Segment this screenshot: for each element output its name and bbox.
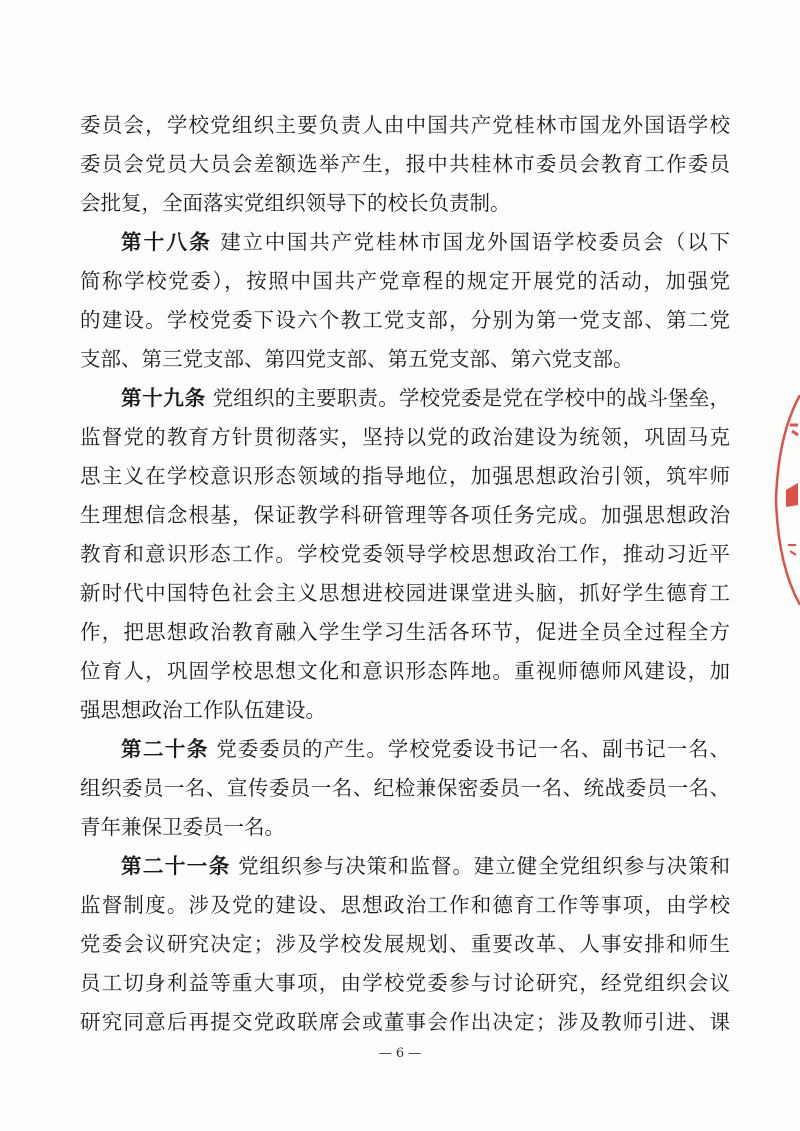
article-number: 第十八条 [121, 230, 212, 254]
paragraph-line: 监督党的教育方针贯彻落实，坚持以党的政治建设为统领，巩固马克 [80, 425, 730, 449]
article-text: 党组织的主要职责。学校党委是党在学校中的战斗堡垒， [212, 386, 731, 410]
paragraph-line: 生理想信念根基，保证教学科研管理等各项任务完成。加强思想政治 [80, 503, 730, 527]
paragraph-line: 党委会议研究决定；涉及学校发展规划、重要改革、人事安排和师生 [80, 932, 730, 956]
paragraph-line: 组织委员一名、宣传委员一名、纪检兼保密委员一名、统战委员一名、 [80, 776, 730, 800]
seal-fragment [772, 395, 800, 605]
paragraph-line: 作，把思想政治教育融入学生学习生活各环节，促进全员全过程全方 [80, 620, 730, 644]
article-19-first-line [121, 380, 730, 416]
paragraph-line: 位育人，巩固学校思想文化和意识形态阵地。重视师德师风建设，加 [80, 659, 730, 683]
article-20-first-line [121, 731, 730, 767]
paragraph-line: 教育和意识形态工作。学校党委领导学校思想政治工作，推动习近平 [80, 542, 730, 566]
paragraph-line: 员工切身利益等重大事项，由学校党委参与讨论研究，经党组织会议 [80, 971, 730, 995]
article-21-first-line [121, 848, 730, 884]
paragraph-line: 委员会党员大员会差额选举产生，报中共桂林市委员会教育工作委员 [80, 152, 730, 176]
paragraph-line: 研究同意后再提交党政联席会或董事会作出决定；涉及教师引进、课 [80, 1010, 730, 1034]
paragraph-line: 的建设。学校党委下设六个教工党支部，分别为第一党支部、第二党 [80, 308, 730, 332]
page-number: — 6 — [378, 1046, 422, 1061]
paragraph-line: 支部、第三党支部、第四党支部、第五党支部、第六党支部。 [80, 347, 634, 371]
article-number: 第二十一条 [121, 854, 231, 878]
article-text: 党委委员的产生。学校党委设书记一名、副书记一名、 [216, 737, 730, 761]
paragraph-line: 简称学校党委），按照中国共产党章程的规定开展党的活动，加强党 [80, 269, 730, 293]
article-number: 第十九条 [121, 386, 206, 410]
paragraph-line: 监督制度。涉及党的建设、思想政治工作和德育工作等事项，由学校 [80, 893, 730, 917]
article-18-first-line [121, 224, 730, 260]
paragraph-line: 委员会，学校党组织主要负责人由中国共产党桂林市国龙外国语学校 [80, 113, 730, 137]
paragraph-line: 会批复，全面落实党组织领导下的校长负责制。 [80, 191, 511, 215]
paragraph-line: 强思想政治工作队伍建设。 [80, 698, 326, 722]
paragraph-line: 青年兼保卫委员一名。 [80, 815, 285, 839]
paragraph-line: 新时代中国特色社会主义思想进校园进课堂进头脑，抓好学生德育工 [80, 581, 730, 605]
article-text: 建立中国共产党桂林市国龙外国语学校委员会（以下 [220, 230, 731, 254]
article-number: 第二十条 [121, 737, 209, 761]
paragraph-line: 思主义在学校意识形态领域的指导地位，加强思想政治引领，筑牢师 [80, 464, 730, 488]
article-text: 党组织参与决策和监督。建立健全党组织参与决策和 [238, 854, 730, 878]
